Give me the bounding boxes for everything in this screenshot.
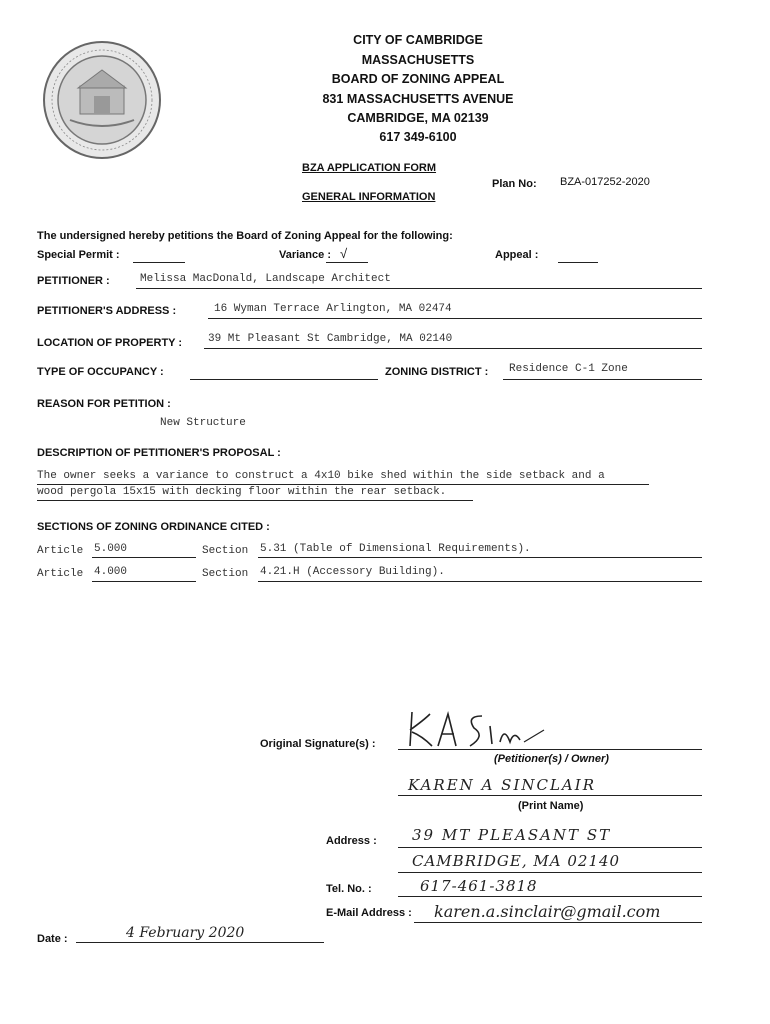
section-word-2: Section [202, 568, 249, 580]
form-subtitle: GENERAL INFORMATION [302, 191, 436, 203]
tel-value: 617-461-3818 [420, 877, 538, 895]
variance-check: √ [340, 246, 348, 261]
appeal-label: Appeal : [495, 249, 539, 261]
article-line-2 [92, 581, 196, 582]
email-value: karen.a.sinclair@gmail.com [434, 902, 661, 921]
signer-address-label: Address : [326, 835, 377, 847]
tel-label: Tel. No. : [326, 883, 372, 895]
header-city: CITY OF CAMBRIDGE [353, 33, 483, 47]
print-name-value: KAREN A SINCLAIR [408, 776, 596, 794]
email-label: E-Mail Address : [326, 907, 412, 919]
petitioner-value: Melissa MacDonald, Landscape Architect [140, 273, 391, 285]
special-permit-line [133, 262, 185, 263]
location-line [204, 348, 702, 349]
article-word-2: Article [37, 568, 84, 580]
article-line-1 [92, 557, 196, 558]
signature-line [398, 749, 702, 750]
signer-address-underline-2 [398, 872, 702, 873]
variance-line [326, 262, 368, 263]
petitioner-owner-label: (Petitioner(s) / Owner) [494, 753, 609, 765]
petitioner-label: PETITIONER : [37, 275, 110, 287]
header-city-zip: CAMBRIDGE, MA 02139 [347, 111, 489, 125]
header-phone: 617 349-6100 [379, 130, 457, 144]
section-line-1 [258, 557, 702, 558]
petitioner-line [136, 288, 702, 289]
special-permit-label: Special Permit : [37, 249, 120, 261]
section-word-1: Section [202, 545, 249, 557]
address-value: 16 Wyman Terrace Arlington, MA 02474 [214, 303, 452, 315]
date-value: 4 February 2020 [126, 925, 245, 941]
description-underline-2 [37, 500, 473, 501]
description-line-2: wood pergola 15x15 with decking floor within the rear setback. [37, 486, 447, 498]
description-underline-1 [37, 484, 649, 485]
form-title: BZA APPLICATION FORM [302, 162, 437, 174]
city-seal [42, 40, 162, 160]
section-text-2: 4.21.H (Accessory Building). [260, 566, 445, 578]
sections-label: SECTIONS OF ZONING ORDINANCE CITED : [37, 521, 270, 533]
email-line [414, 922, 702, 923]
article-number-1: 5.000 [94, 543, 128, 555]
reason-label: REASON FOR PETITION : [37, 398, 171, 410]
description-label: DESCRIPTION OF PETITIONER'S PROPOSAL : [37, 447, 281, 459]
header-state: MASSACHUSETTS [361, 53, 475, 67]
article-word-1: Article [37, 545, 84, 557]
print-name-label: (Print Name) [518, 800, 584, 812]
variance-label: Variance : [279, 249, 331, 261]
signer-address-underline-1 [398, 847, 702, 848]
article-number-2: 4.000 [94, 566, 128, 578]
description-line-1: The owner seeks a variance to construct a 4x10 bike shed within the side setback and a [37, 470, 605, 482]
section-line-2 [258, 581, 702, 582]
district-line [503, 379, 702, 380]
occupancy-label: TYPE OF OCCUPANCY : [37, 366, 164, 378]
header-board: BOARD OF ZONING APPEAL [331, 72, 505, 86]
address-line [208, 318, 702, 319]
section-text-1: 5.31 (Table of Dimensional Requirements). [260, 543, 531, 555]
print-name-line [398, 795, 702, 796]
location-value: 39 Mt Pleasant St Cambridge, MA 02140 [208, 333, 453, 345]
header-street: 831 MASSACHUSETTS AVENUE [322, 92, 514, 106]
reason-value: New Structure [160, 417, 246, 429]
petition-intro: The undersigned hereby petitions the Board of Zoning Appeal for the following: [37, 230, 453, 242]
original-signature-label: Original Signature(s) : [260, 738, 376, 750]
date-line [76, 942, 324, 943]
district-value: Residence C-1 Zone [509, 363, 628, 375]
location-label: LOCATION OF PROPERTY : [37, 337, 183, 349]
occupancy-line [190, 379, 378, 380]
appeal-line [558, 262, 598, 263]
plan-label: Plan No: [492, 178, 537, 190]
plan-number: BZA-017252-2020 [560, 176, 650, 188]
signer-address-line-2: CAMBRIDGE, MA 02140 [412, 852, 621, 870]
signature [404, 706, 554, 750]
date-label: Date : [37, 933, 68, 945]
district-label: ZONING DISTRICT : [385, 366, 489, 378]
tel-line [398, 896, 702, 897]
signer-address-line-1: 39 MT PLEASANT ST [412, 826, 612, 844]
address-label: PETITIONER'S ADDRESS : [37, 305, 177, 317]
